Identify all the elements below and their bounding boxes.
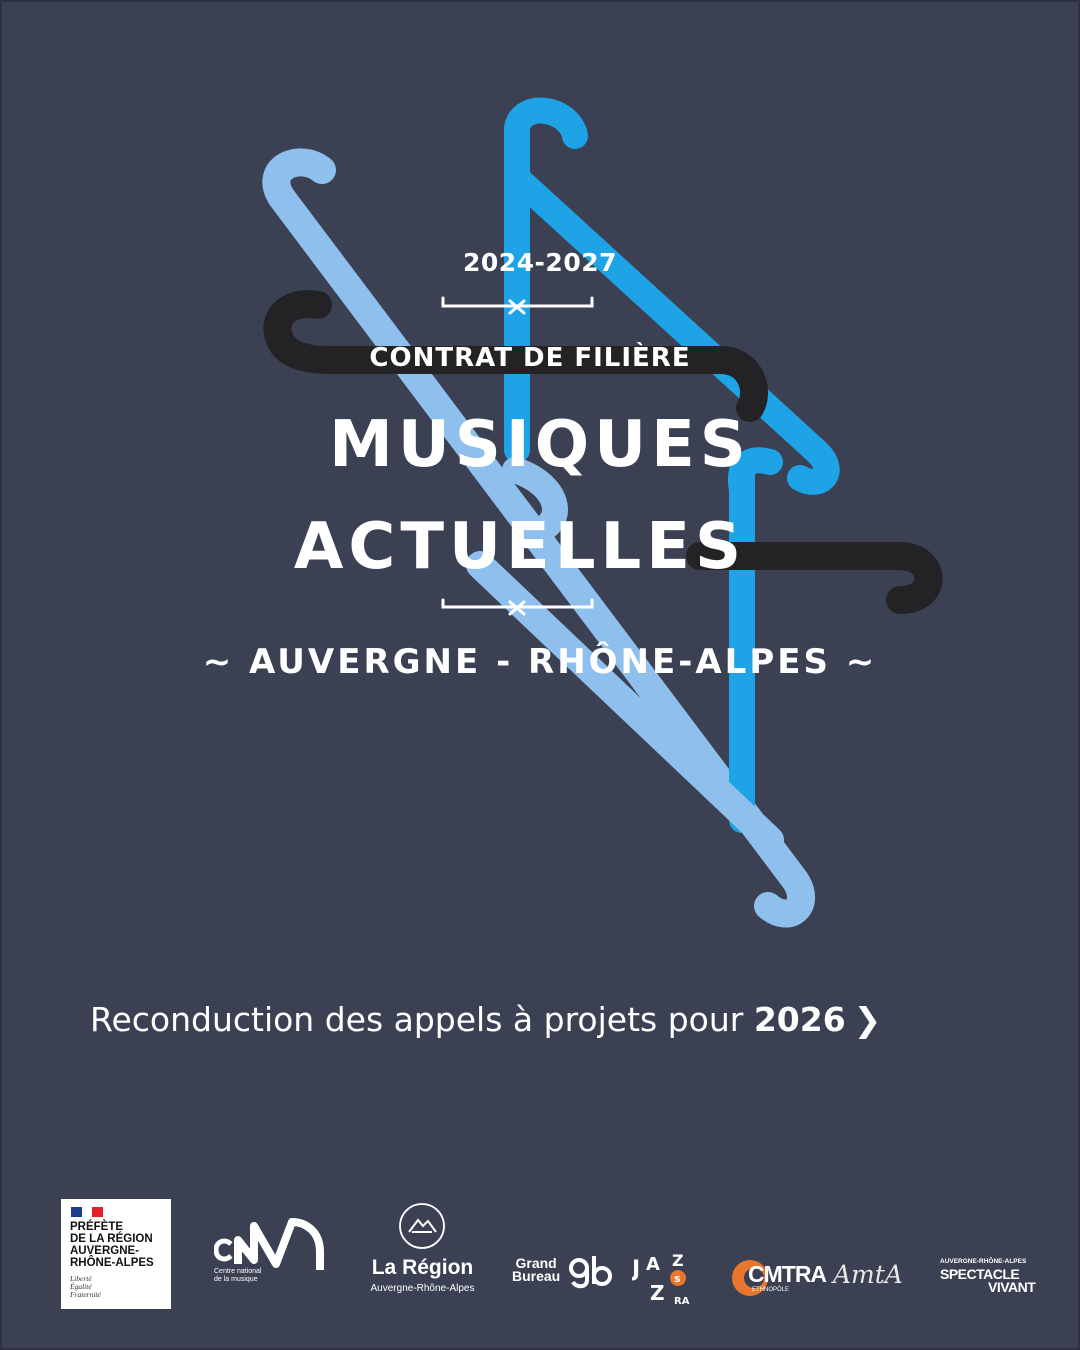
mountain-icon (360, 1202, 485, 1252)
la-region-name: La Région (371, 1256, 474, 1279)
sv-line-1: AUVERGNE-RHÔNE-ALPES (940, 1258, 1027, 1265)
prefete-text: PRÉFÈTE DE LA RÉGION AUVERGNE- RHÔNE-ALPES (70, 1221, 154, 1269)
cmtra-name: CMTRA (748, 1261, 827, 1287)
title-line-1: MUSIQUES (329, 408, 751, 482)
jazz-mark-icon (632, 1250, 702, 1306)
sv-line-2: SPECTACLE (940, 1266, 1020, 1282)
cta-year: 2026 (753, 1000, 846, 1039)
jazz-ra-logo[interactable] (632, 1250, 702, 1306)
title-line-2: ACTUELLES (293, 510, 747, 584)
la-region-sub: Auvergne-Rhône-Alpes (370, 1283, 475, 1294)
cta-link[interactable] (90, 1000, 881, 1039)
cta-text: Reconduction des appels à projets pour (90, 1000, 754, 1039)
gb-mark-icon (568, 1254, 612, 1290)
cnm-logo[interactable] (214, 1212, 329, 1292)
svg-text:A: A (646, 1254, 660, 1275)
spectacle-vivant-logo[interactable] (938, 1258, 1048, 1298)
region-label: ~ AUVERGNE - RHÔNE-ALPES ~ (202, 642, 878, 682)
svg-text:RA: RA (674, 1296, 690, 1306)
svg-text:J: J (632, 1257, 641, 1282)
amta-logo[interactable]: AmtA (833, 1260, 903, 1289)
cmtra-logo[interactable] (730, 1256, 827, 1300)
prefete-motto: Liberté Égalité Fraternité (70, 1274, 101, 1299)
cnm-subtitle: Centre national de la musique (214, 1268, 262, 1283)
cmtra-sub: ETHNOPÔLE (752, 1287, 790, 1293)
svg-text:Z: Z (672, 1251, 684, 1270)
partner-logos (0, 1190, 1080, 1320)
years-label: 2024-2027 (462, 248, 618, 277)
la-region-logo[interactable] (360, 1202, 485, 1302)
french-flag-icon (71, 1207, 103, 1217)
sv-line-3: VIVANT (988, 1279, 1036, 1295)
grand-bureau-logo[interactable] (510, 1248, 620, 1298)
svg-text:s: s (674, 1272, 681, 1285)
cnm-mark-icon (214, 1212, 329, 1272)
chevron-right-icon: ❯ (853, 1000, 882, 1039)
grand-bureau-name: Grand Bureau (512, 1255, 561, 1284)
prefete-logo[interactable] (61, 1199, 171, 1309)
svg-text:Z: Z (650, 1281, 665, 1305)
contrat-label: CONTRAT DE FILIÈRE (369, 343, 691, 373)
